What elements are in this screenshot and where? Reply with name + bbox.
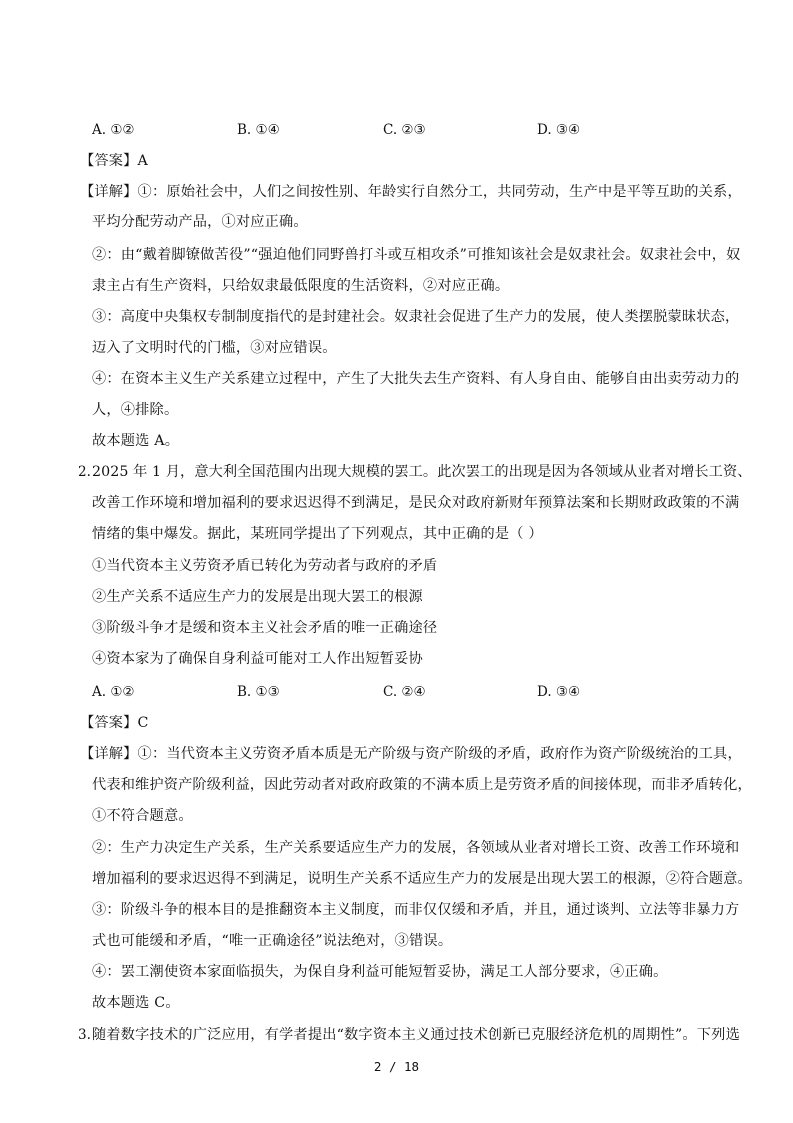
q2-statement-2: ②生产关系不适应生产力的发展是出现大罢工的根源 [92,589,423,605]
q3-stem-line: 随着数字技术的广泛应用，有学者提出“数字资本主义通过技术创新已克服经济危机的周期性”。下列选 [92,1027,740,1043]
q1-option-d: D. ③④ [537,122,581,138]
q2-option-c: C. ②④ [383,684,426,700]
q1-explain-line: 平均分配劳动产品，①对应正确。 [92,214,308,230]
q2-statement-3: ③阶级斗争才是缓和资本主义社会矛盾的唯一正确途径 [92,620,438,636]
q2-statement-4: ④资本家为了确保自身利益可能对工人作出短暂妥协 [92,651,423,667]
q1-option-b: B. ①④ [237,122,280,138]
q2-option-d: D. ③④ [537,684,581,700]
q1-explain-line: 故本题选 A。 [92,433,180,449]
q3-number: 3. [78,1027,91,1043]
q2-explain-line: 增加福利的要求迟迟得不到满足，说明生产关系不适应生产力的发展是出现大罢工的根源，②符合题意。 [92,871,752,887]
q1-explain-line: 隶主占有生产资料，只给奴隶最低限度的生活资料，②对应正确。 [92,278,510,294]
q1-explain-line: 【详解】①：原始社会中，人们之间按性别、年龄实行自然分工，共同劳动，生产中是平等互助的关系， [80,184,742,200]
q2-explain-line: 式也可能缓和矛盾，“唯一正确途径”说法绝对，③错误。 [92,933,453,949]
q1-explain-line: 人，④排除。 [92,402,179,418]
q2-explain-line: 代表和维护资产阶级利益，因此劳动者对政府政策的不满本质上是劳资矛盾的间接体现，而非矛盾转化， [92,777,752,793]
q1-explain-line: ③：高度中央集权专制制度指代的是封建社会。奴隶社会促进了生产力的发展，使人类摆脱蒙昧状态， [92,309,740,325]
q2-explain-line: ③：阶级斗争的根本目的是推翻资本主义制度，而非仅仅缓和矛盾，并且，通过谈判、立法等非暴力方 [92,902,740,918]
q1-explain-line: 迈入了文明时代的门槛，③对应错误。 [92,340,337,356]
q2-statement-1: ①当代资本主义劳资矛盾已转化为劳动者与政府的矛盾 [92,558,438,574]
q2-option-a: A. ①② [92,684,135,700]
q2-explain-line: 故本题选 C。 [92,995,180,1011]
page-number: 2 / 18 [373,1059,420,1074]
q2-stem-line: 2025 年 1 月，意大利全国范围内出现大规模的罢工。此次罢工的出现是因为各领域从业者对增长工资、 [92,464,752,480]
q1-answer: 【答案】A [80,153,148,169]
q2-explain-line: ④：罢工潮使资本家面临损失，为保自身利益可能短暂妥协，满足工人部分要求，④正确。 [92,964,668,980]
q2-answer: 【答案】C [80,715,149,731]
q2-explain-line: ②：生产力决定生产关系，生产关系要适应生产力的发展，各领域从业者对增长工资、改善工作环境和 [92,840,740,856]
q1-explain-line: ④：在资本主义生产关系建立过程中，产生了大批失去生产资料、有人身自由、能够自由出卖劳动力的 [92,371,740,387]
q1-option-a: A. ①② [92,122,135,138]
q1-explain-line: ②：由“戴着脚镣做苦役”“强迫他们同野兽打斗或互相攻杀”可推知该社会是奴隶社会。奴隶社会中，奴 [92,247,741,263]
q2-stem-line: 情绪的集中爆发。据此，某班同学提出了下列观点，其中正确的是（ ） [92,526,543,542]
q2-number: 2. [78,464,91,480]
q2-option-b: B. ①③ [237,684,280,700]
q1-option-c: C. ②③ [383,122,426,138]
q2-explain-line: ①不符合题意。 [92,808,193,824]
q2-explain-line: 【详解】①：当代资本主义劳资矛盾本质是无产阶级与资产阶级的矛盾，政府作为资产阶级统治的工具， [80,746,742,762]
q2-stem-line: 改善工作环境和增加福利的要求迟迟得不到满足，是民众对政府新财年预算法案和长期财政政策的不满 [92,495,740,511]
